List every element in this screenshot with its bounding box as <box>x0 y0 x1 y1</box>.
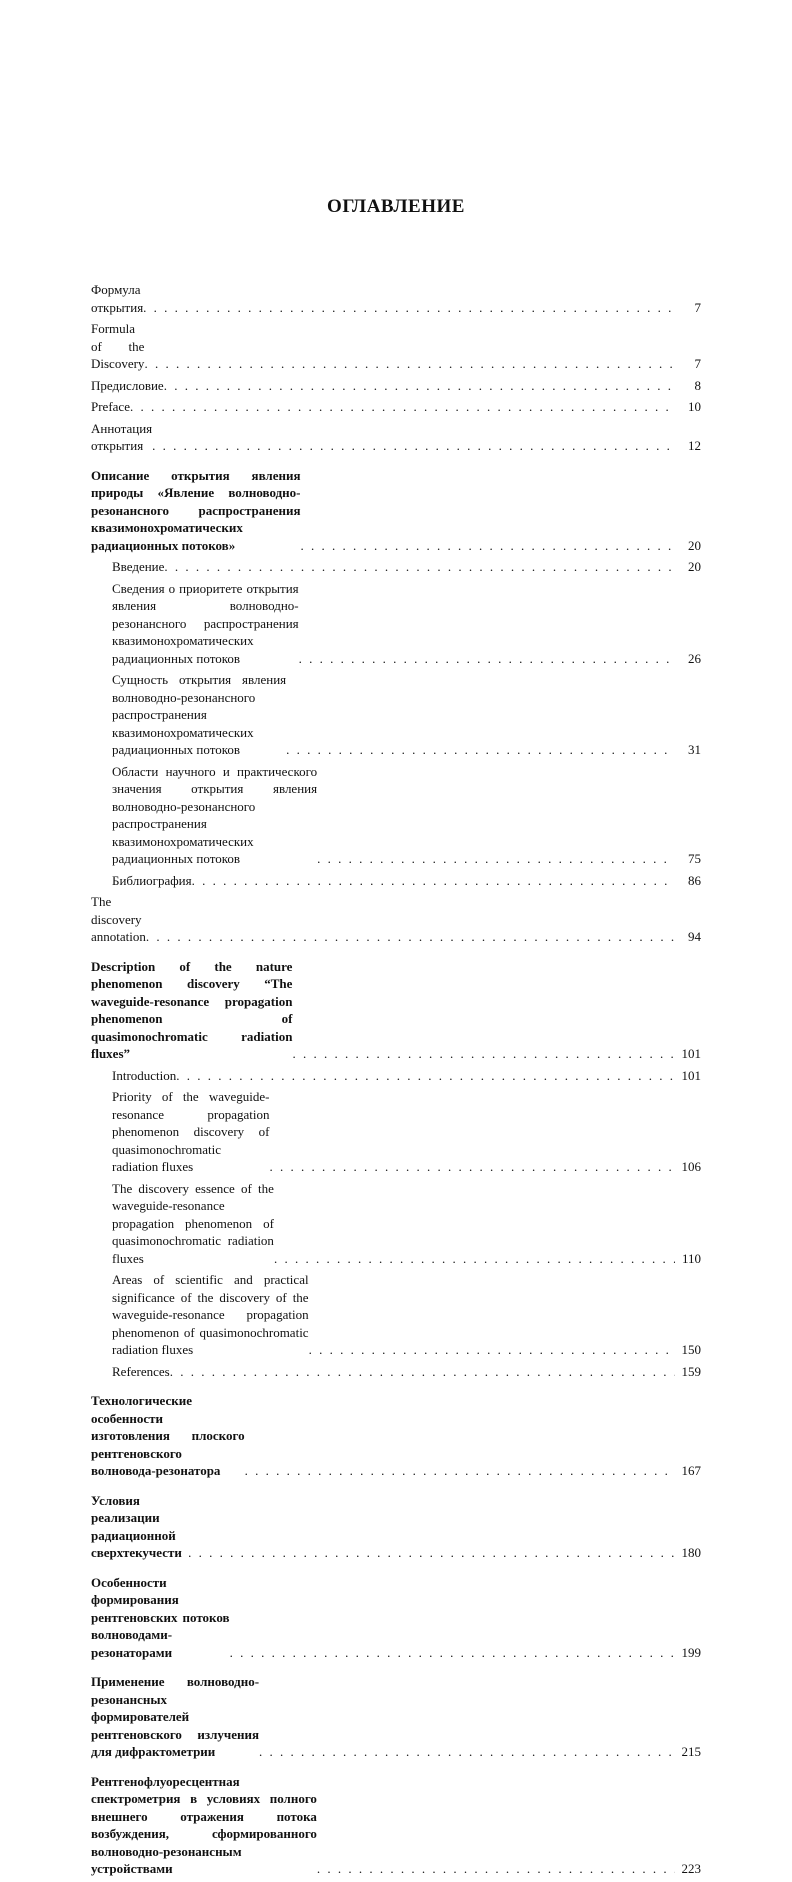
toc-entry-title: Области научного и практического значения открытия явления волноводно-резонансного распространения квазимонохроматических радиационных потоков <box>112 763 318 866</box>
dot-leader <box>317 1860 675 1878</box>
dot-leader <box>146 928 675 946</box>
toc-entry-title: Preface <box>91 399 130 414</box>
dot-leader <box>274 1250 675 1268</box>
dot-leader <box>292 1045 675 1063</box>
dot-leader <box>152 437 675 455</box>
toc-entry-title: References <box>112 1363 170 1379</box>
toc-page-number: 75 <box>688 851 701 866</box>
dot-leader <box>301 537 675 555</box>
dot-leader <box>309 1341 675 1359</box>
toc-page-number: 101 <box>681 1067 701 1083</box>
dot-leader <box>230 1644 675 1662</box>
toc-page-number: 215 <box>681 1744 701 1759</box>
toc-entry <box>112 1088 701 1176</box>
toc-entry-title: Description of the nature phenomenon discovery “The waveguide-resonance propagation phenomenon of quasimonochromatic radiation fluxes” <box>91 958 293 1061</box>
toc-entry-title: Priority of the waveguide-resonance propagation phenomenon discovery of quasimonochromatic radiation fluxes <box>112 1089 270 1174</box>
dot-leader <box>245 1462 675 1480</box>
toc-entry-title: Особенности формирования рентгеновских потоков волноводами-резонаторами <box>91 1574 230 1660</box>
toc-entry-title: Условия реализации радиационной сверхтекучести <box>91 1492 182 1560</box>
dot-leader <box>130 398 675 416</box>
toc-page-number: 106 <box>681 1159 701 1174</box>
dot-leader <box>164 377 675 395</box>
dot-leader <box>259 1743 675 1761</box>
toc-page-number: 86 <box>688 872 701 888</box>
toc-page-number: 20 <box>688 559 701 574</box>
toc-entry <box>112 558 701 576</box>
toc-entry-title: The discovery annotation <box>91 894 146 944</box>
toc-entry <box>91 1492 701 1562</box>
toc-entry <box>91 281 701 316</box>
toc-page-number: 167 <box>681 1463 701 1478</box>
toc-entry <box>91 320 701 373</box>
dot-leader <box>317 850 675 868</box>
toc-entry <box>91 958 701 1063</box>
toc-entry <box>91 1392 701 1480</box>
toc-entry <box>91 467 701 555</box>
toc-page-number: 150 <box>681 1342 701 1357</box>
toc-entry-title: Описание открытия явления природы «Явление волноводно-резонансного распространения квазимонохроматических радиационных потоков» <box>91 467 301 553</box>
toc-page-number: 199 <box>681 1644 701 1660</box>
dot-leader <box>164 558 675 576</box>
toc-entry <box>91 893 701 946</box>
toc-entry <box>112 763 701 868</box>
toc-page-number: 20 <box>688 537 701 553</box>
toc-page-number: 8 <box>694 377 701 393</box>
toc-entry <box>112 1271 701 1359</box>
toc-entry <box>112 872 701 890</box>
toc-entry <box>91 1773 701 1878</box>
toc-entry <box>112 1363 701 1381</box>
toc-entry-title: Предисловие <box>91 377 164 393</box>
dot-leader <box>144 355 675 373</box>
dot-leader <box>170 1363 675 1381</box>
toc-page-number: 159 <box>681 1363 701 1379</box>
toc-entry-title: Сведения о приоритете открытия явления волноводно-резонансного распространения квазимонохроматических радиационных потоков <box>112 580 299 666</box>
dot-leader <box>188 1544 675 1562</box>
toc-entry <box>91 1673 701 1761</box>
toc-entry-title: Formula of the Discovery <box>91 321 145 371</box>
toc-page-number: 94 <box>688 929 701 944</box>
toc-entry-title: Сущность открытия явления волноводно-резонансного распространения квазимонохроматических радиационных потоков <box>112 672 287 757</box>
toc-entry-title: Библиография <box>112 872 192 888</box>
toc-entry-title: Рентгенофлуоресцентная спектрометрия в условиях полного внешнего отражения потока возбуждения, сформированного волноводно-резонансным устройствами <box>91 1773 317 1876</box>
toc-entry <box>91 420 701 455</box>
page-title: ОГЛАВЛЕНИЕ <box>327 196 465 217</box>
toc-entry-title: Технологические особенности изготовления плоского рентгеновского волновода-резонатора <box>91 1393 245 1478</box>
dot-leader <box>192 872 675 890</box>
toc-page-number: 7 <box>694 299 701 315</box>
toc-page-number: 101 <box>681 1046 701 1061</box>
table-of-contents <box>91 281 701 1882</box>
toc-page-number: 26 <box>688 650 701 666</box>
toc-entry-title: Areas of scientific and practical significance of the discovery of the waveguide-resonance propagation phenomenon of quasimonochromatic radiation fluxes <box>112 1272 309 1357</box>
toc-entry-title: Introduction <box>112 1067 177 1083</box>
dot-leader <box>143 299 675 317</box>
toc-page-number: 31 <box>688 742 701 757</box>
toc-page-number: 180 <box>681 1545 701 1560</box>
toc-entry <box>112 1180 701 1268</box>
toc-entry-title: The discovery essence of the waveguide-resonance propagation phenomenon of quasimonochromatic radiation fluxes <box>112 1180 274 1266</box>
toc-entry-title: Применение волноводно-резонансных формирователей рентгеновского излучения для дифрактометрии <box>91 1674 260 1759</box>
toc-page-number: 223 <box>681 1861 701 1876</box>
toc-entry-title: Формула открытия <box>91 282 144 315</box>
toc-entry-title: Введение <box>112 559 165 574</box>
toc-page-number: 12 <box>688 438 701 453</box>
toc-entry <box>112 580 701 668</box>
toc-page-number: 7 <box>694 356 701 371</box>
toc-entry <box>91 377 701 395</box>
toc-entry <box>112 671 701 759</box>
toc-page-number: 10 <box>688 399 701 414</box>
toc-entry <box>91 1574 701 1662</box>
dot-leader <box>176 1067 675 1085</box>
toc-entry-title: Аннотация открытия <box>91 420 153 453</box>
dot-leader <box>299 650 675 668</box>
toc-entry <box>91 398 701 416</box>
toc-page-number: 110 <box>681 1250 701 1266</box>
dot-leader <box>269 1158 675 1176</box>
toc-entry <box>112 1067 701 1085</box>
dot-leader <box>286 741 675 759</box>
